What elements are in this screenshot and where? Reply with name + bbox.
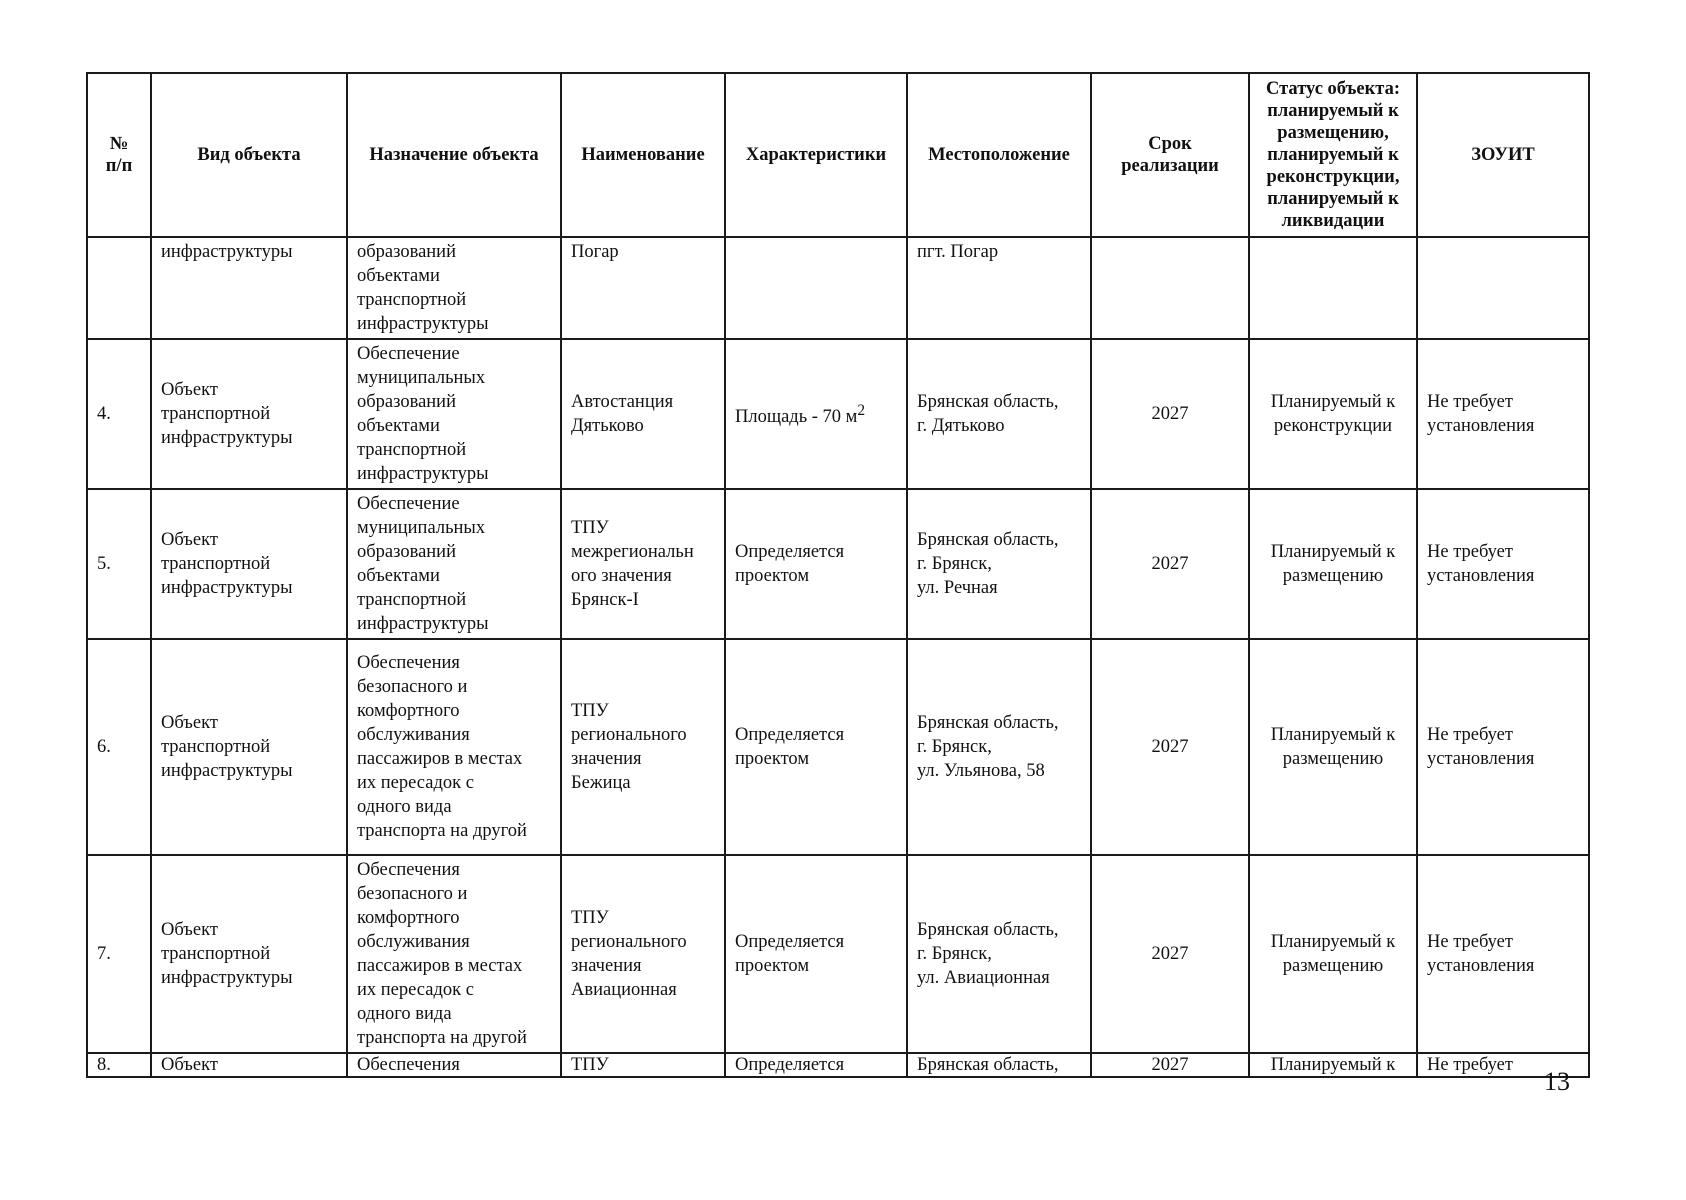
infrastructure-objects-table: [86, 72, 1590, 1078]
header-object-type: Вид объекта: [151, 73, 347, 237]
cell-status: Планируемый к реконструкции: [1249, 339, 1417, 489]
header-zouit: ЗОУИТ: [1417, 73, 1589, 237]
cell-number: 8.: [87, 1053, 151, 1077]
cell-period: 2027: [1091, 339, 1249, 489]
cell-characteristics: Определяется: [725, 1053, 907, 1077]
cell-purpose: Обеспечение муниципальных образований объектами транспортной инфраструктуры: [347, 339, 561, 489]
cell-status: Планируемый к размещению: [1249, 639, 1417, 855]
cell-location: Брянская область, г. Дятьково: [907, 339, 1091, 489]
header-period: Срок реализации: [1091, 73, 1249, 237]
cell-characteristics: Площадь - 70 $м^2$: [725, 339, 907, 489]
cell-status: Планируемый к размещению: [1249, 855, 1417, 1053]
table-row: [87, 339, 1589, 489]
cell-status: Планируемый к: [1249, 1053, 1417, 1077]
cell-period: 2027: [1091, 855, 1249, 1053]
cell-period: [1091, 237, 1249, 339]
header-status: Статус объекта: планируемый к размещению, планируемый к реконструкции, планируемый к ликвидации: [1249, 73, 1417, 237]
cell-type: Объект транспортной инфраструктуры: [151, 489, 347, 639]
table-row-partial: [87, 1053, 1589, 1077]
cell-period: 2027: [1091, 489, 1249, 639]
page-number: 13: [1544, 1067, 1570, 1096]
cell-period: 2027: [1091, 639, 1249, 855]
superscript-squared: 2: [857, 401, 866, 419]
cell-purpose: образований объектами транспортной инфраструктуры: [347, 237, 561, 339]
cell-location: Брянская область, г. Брянск, ул. Авиационная: [907, 855, 1091, 1053]
cell-purpose: Обеспечения безопасного и комфортного обслуживания пассажиров в местах их пересадок с одного вида транспорта на другой: [347, 639, 561, 855]
cell-name: ТПУ: [561, 1053, 725, 1077]
table-header-row: [87, 73, 1589, 237]
cell-number: 5.: [87, 489, 151, 639]
cell-name: Автостанция Дятьково: [561, 339, 725, 489]
cell-type: Объект: [151, 1053, 347, 1077]
cell-zouit: Не требует установления: [1417, 339, 1589, 489]
cell-characteristics: Определяется проектом: [725, 855, 907, 1053]
cell-type: инфраструктуры: [151, 237, 347, 339]
cell-name: Погар: [561, 237, 725, 339]
table-row: [87, 489, 1589, 639]
cell-number: 7.: [87, 855, 151, 1053]
cell-purpose: Обеспечения безопасного и комфортного обслуживания пассажиров в местах их пересадок с одного вида транспорта на другой: [347, 855, 561, 1053]
cell-characteristics: [725, 237, 907, 339]
cell-characteristics: Определяется проектом: [725, 639, 907, 855]
cell-zouit: Не требует: [1417, 1053, 1589, 1077]
cell-zouit: Не требует установления: [1417, 855, 1589, 1053]
cell-zouit: [1417, 237, 1589, 339]
header-location: Местоположение: [907, 73, 1091, 237]
cell-location: пгт. Погар: [907, 237, 1091, 339]
cell-name: ТПУ межрегиональн ого значения Брянск-I: [561, 489, 725, 639]
cell-type: Объект транспортной инфраструктуры: [151, 339, 347, 489]
cell-location: Брянская область, г. Брянск, ул. Ульянова, 58: [907, 639, 1091, 855]
table-row: [87, 639, 1589, 855]
cell-number: [87, 237, 151, 339]
cell-status: Планируемый к размещению: [1249, 489, 1417, 639]
cell-location: Брянская область,: [907, 1053, 1091, 1077]
header-number: № п/п: [87, 73, 151, 237]
cell-purpose: Обеспечение муниципальных образований объектами транспортной инфраструктуры: [347, 489, 561, 639]
cell-zouit: Не требует установления: [1417, 639, 1589, 855]
cell-name: ТПУ регионального значения Авиационная: [561, 855, 725, 1053]
cell-number: 4.: [87, 339, 151, 489]
cell-status: [1249, 237, 1417, 339]
header-object-purpose: Назначение объекта: [347, 73, 561, 237]
cell-purpose: Обеспечения: [347, 1053, 561, 1077]
cell-location: Брянская область, г. Брянск, ул. Речная: [907, 489, 1091, 639]
cell-type: Объект транспортной инфраструктуры: [151, 855, 347, 1053]
table-row-continuation: [87, 237, 1589, 339]
cell-characteristics: Определяется проектом: [725, 489, 907, 639]
cell-zouit: Не требует установления: [1417, 489, 1589, 639]
cell-period: 2027: [1091, 1053, 1249, 1077]
cell-name: ТПУ регионального значения Бежица: [561, 639, 725, 855]
header-name: Наименование: [561, 73, 725, 237]
header-characteristics: Характеристики: [725, 73, 907, 237]
table-row: [87, 855, 1589, 1053]
cell-number: 6.: [87, 639, 151, 855]
cell-type: Объект транспортной инфраструктуры: [151, 639, 347, 855]
